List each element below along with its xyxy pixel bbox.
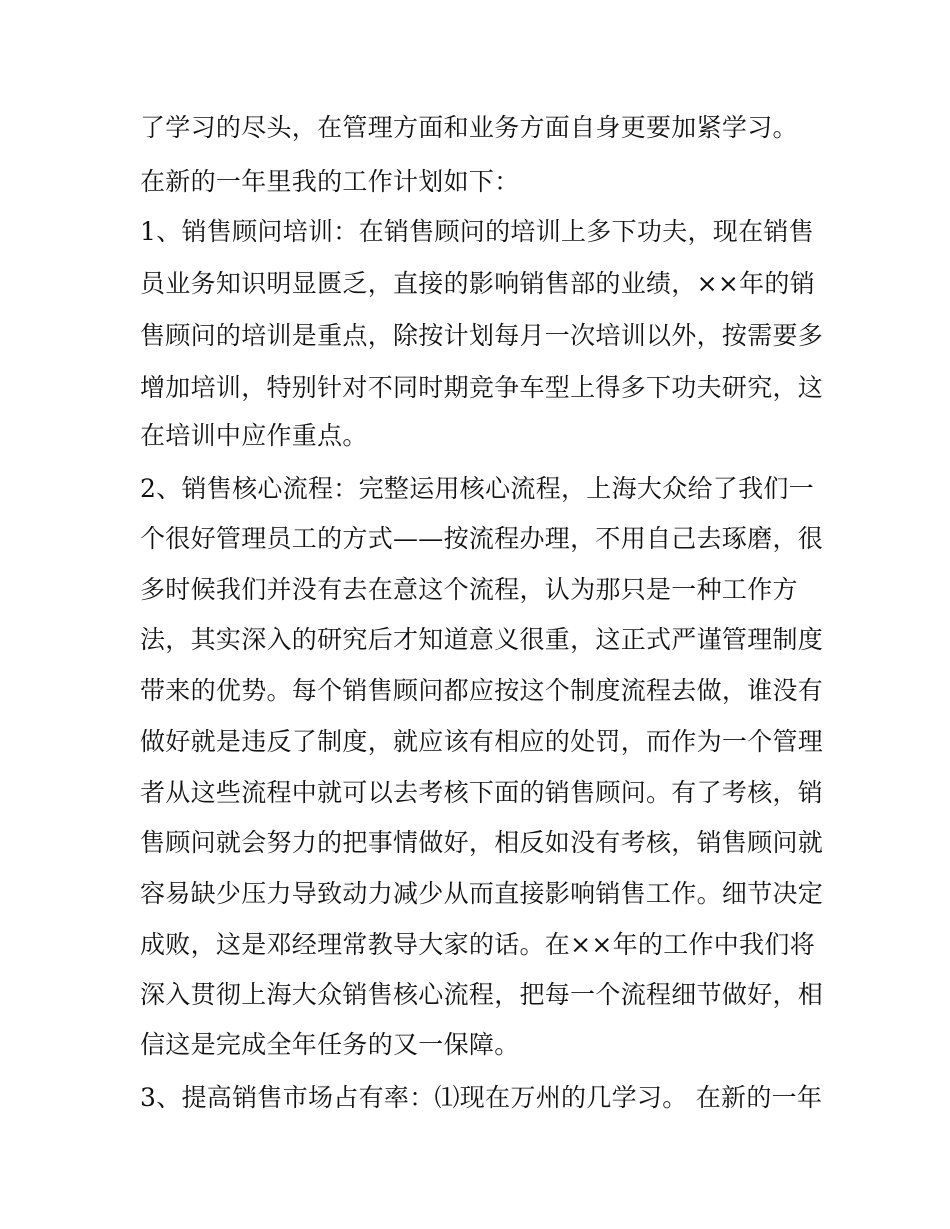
text-line: 者从这些流程中就可以去考核下面的销售顾问。有了考核，销 xyxy=(140,778,824,807)
text-line: 员业务知识明显匮乏，直接的影响销售部的业绩，××年的销 xyxy=(140,269,815,298)
text-line: 增加培训，特别针对不同时期竞争车型上得多下功夫研究，这 xyxy=(140,373,824,402)
text-line: 2、销售核心流程：完整运用核心流程，上海大众给了我们一 xyxy=(140,474,815,503)
text-line: 3、提高销售市场占有率：⑴现在万州的几学习。 在新的一年 xyxy=(140,1083,823,1112)
text-line: 做好就是违反了制度，就应该有相应的处罚，而作为一个管理 xyxy=(140,727,824,756)
text-line: 带来的优势。每个销售顾问都应按这个制度流程去做，谁没有 xyxy=(140,676,824,705)
text-line: 售顾问就会努力的把事情做好，相反如没有考核，销售顾问就 xyxy=(140,828,824,857)
text-line: 个很好管理员工的方式——按流程办理，不用自己去琢磨，很 xyxy=(140,524,824,553)
text-line: 售顾问的培训是重点，除按计划每月一次培训以外，按需要多 xyxy=(140,321,824,350)
text-line: 信这是完成全年任务的又一保障。 xyxy=(140,1030,520,1059)
text-line: 法，其实深入的研究后才知道意义很重，这正式严谨管理制度 xyxy=(140,625,824,654)
text-line: 了学习的尽头，在管理方面和业务方面自身更要加紧学习。 xyxy=(140,113,798,142)
text-line: 在培训中应作重点。 xyxy=(140,421,368,450)
text-line: 深入贯彻上海大众销售核心流程，把每一个流程细节做好，相 xyxy=(140,980,824,1009)
text-line: 容易缺少压力导致动力减少从而直接影响销售工作。细节决定 xyxy=(140,879,824,908)
text-line: 在新的一年里我的工作计划如下： xyxy=(140,167,520,196)
text-line: 1、销售顾问培训：在销售顾问的培训上多下功夫，现在销售 xyxy=(140,217,815,246)
text-line: 成败，这是邓经理常教导大家的话。在××年的工作中我们将 xyxy=(140,930,815,959)
text-line: 多时候我们并没有去在意这个流程，认为那只是一种工作方 xyxy=(140,575,798,604)
